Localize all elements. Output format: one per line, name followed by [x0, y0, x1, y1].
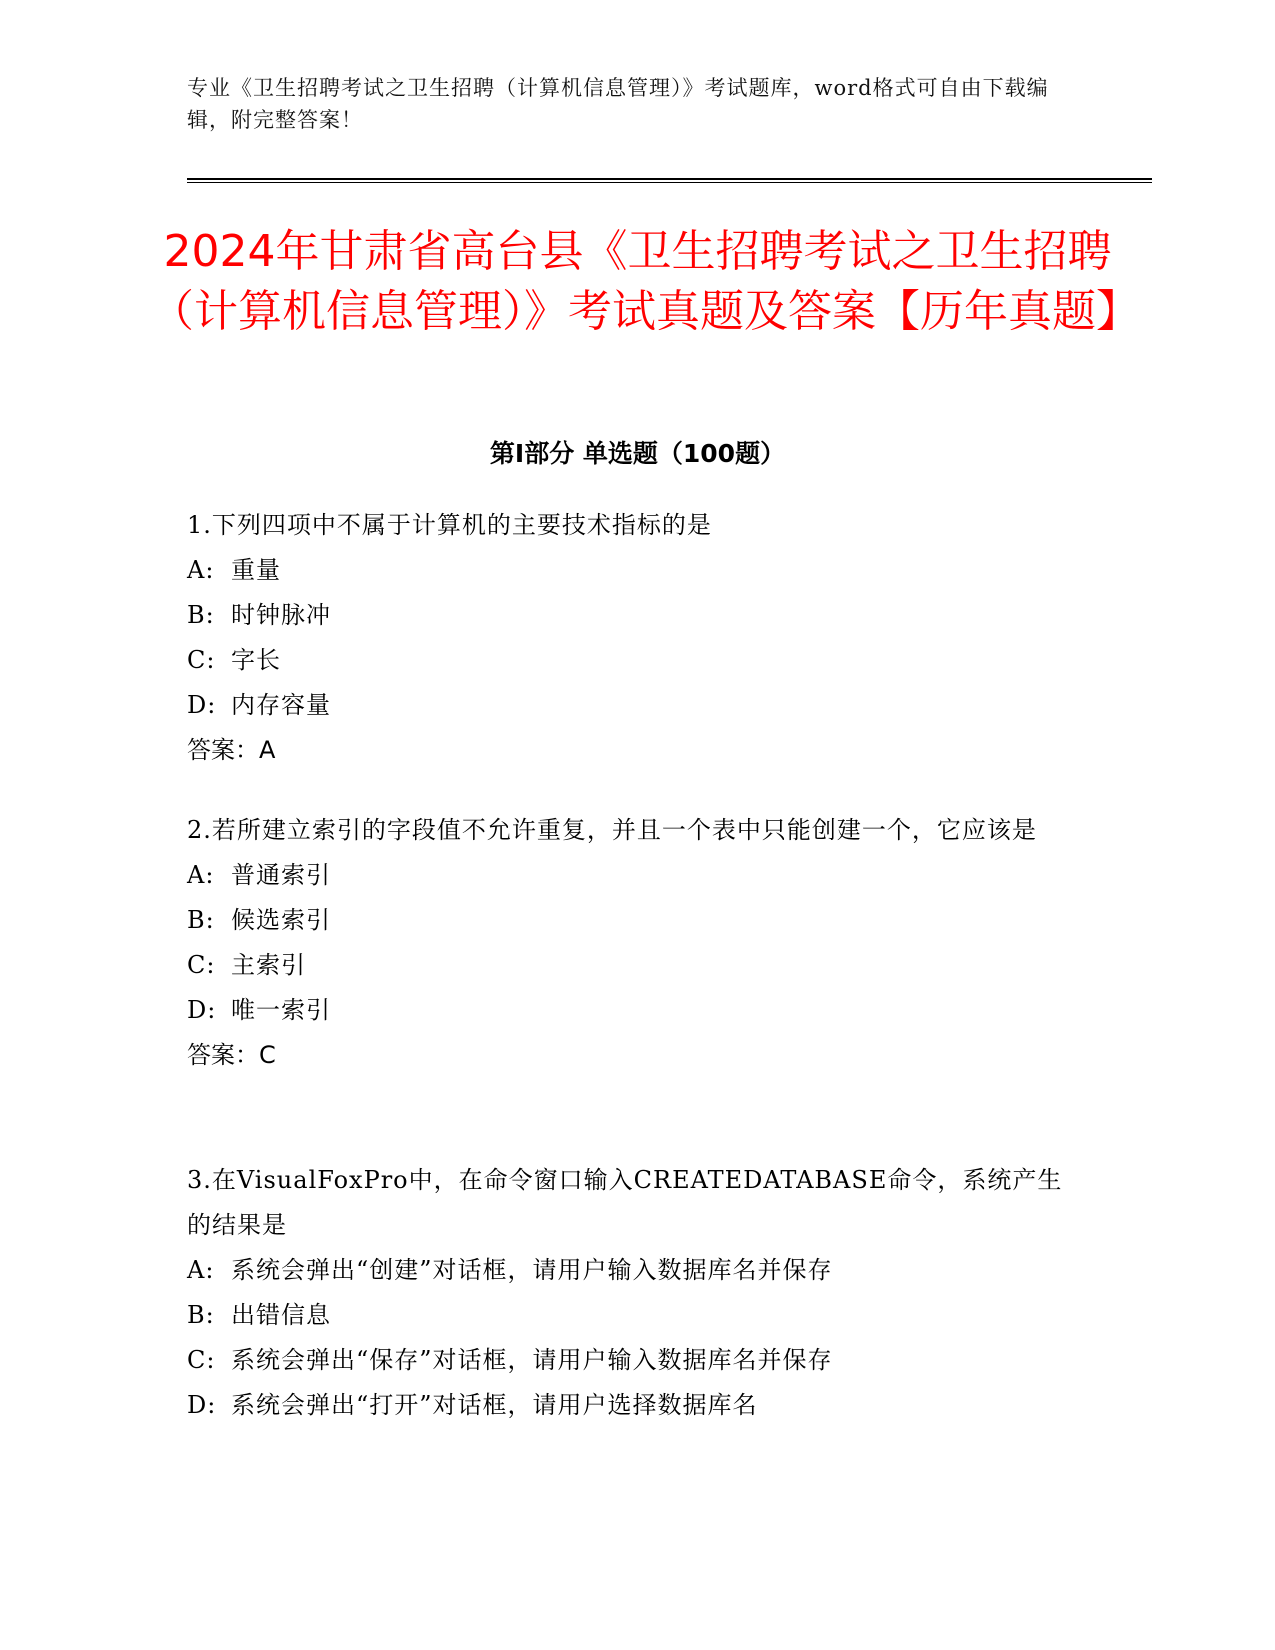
option-text: 系统会弹出“打开”对话框，请用户选择数据库名 — [231, 1391, 758, 1419]
option-letter: A: — [187, 861, 215, 889]
option-letter: C: — [187, 646, 216, 674]
option-text: 时钟脉冲 — [231, 601, 331, 629]
option-letter: B: — [187, 906, 215, 934]
header-divider — [187, 178, 1152, 183]
section-title: 第Ⅰ部分 单选题（100题） — [489, 439, 786, 468]
document-title: 2024年甘肃省高台县《卫生招聘考试之卫生招聘（计算机信息管理）》考试真题及答案【历年真题】 — [150, 226, 1140, 337]
option-text: 内存容量 — [231, 691, 331, 719]
option-a — [187, 1248, 1067, 1293]
option-letter: B: — [187, 601, 215, 629]
question-3 — [187, 1158, 1067, 1428]
option-letter: C: — [187, 1346, 216, 1374]
answer-line: 答案：C — [187, 1041, 276, 1069]
option-b — [187, 593, 1067, 638]
option-letter: B: — [187, 1301, 215, 1329]
option-letter: D: — [187, 691, 217, 719]
option-text: 普通索引 — [231, 861, 331, 889]
question-2 — [187, 808, 1067, 1078]
question-stem: 2.若所建立索引的字段值不允许重复，并且一个表中只能创建一个，它应该是 — [187, 816, 1037, 844]
question-stem: 1.下列四项中不属于计算机的主要技术指标的是 — [187, 511, 712, 539]
option-d — [187, 1383, 1067, 1428]
option-letter: D: — [187, 996, 217, 1024]
option-text: 出错信息 — [231, 1301, 331, 1329]
option-c — [187, 1338, 1067, 1383]
option-text: 系统会弹出“保存”对话框，请用户输入数据库名并保存 — [231, 1346, 833, 1374]
option-a — [187, 548, 1067, 593]
option-text: 重量 — [231, 556, 281, 584]
option-text: 系统会弹出“创建”对话框，请用户输入数据库名并保存 — [231, 1256, 833, 1284]
option-b — [187, 1293, 1067, 1338]
option-c — [187, 638, 1067, 683]
header-note: 专业《卫生招聘考试之卫生招聘（计算机信息管理）》考试题库，word格式可自由下载编辑，附完整答案！ — [187, 76, 1049, 132]
option-text: 候选索引 — [231, 906, 331, 934]
question-stem: 3.在VisualFoxPro中，在命令窗口输入CREATEDATABASE命令，系统产生的结果是 — [187, 1166, 1063, 1239]
option-letter: A: — [187, 556, 215, 584]
option-b — [187, 898, 1067, 943]
answer-line: 答案：A — [187, 736, 276, 764]
option-letter: C: — [187, 951, 216, 979]
option-c — [187, 943, 1067, 988]
option-a — [187, 853, 1067, 898]
option-text: 字长 — [231, 646, 281, 674]
option-d — [187, 683, 1067, 728]
option-text: 主索引 — [231, 951, 306, 979]
option-letter: A: — [187, 1256, 215, 1284]
option-text: 唯一索引 — [231, 996, 331, 1024]
question-1 — [187, 503, 1067, 773]
option-d — [187, 988, 1067, 1033]
option-letter: D: — [187, 1391, 217, 1419]
